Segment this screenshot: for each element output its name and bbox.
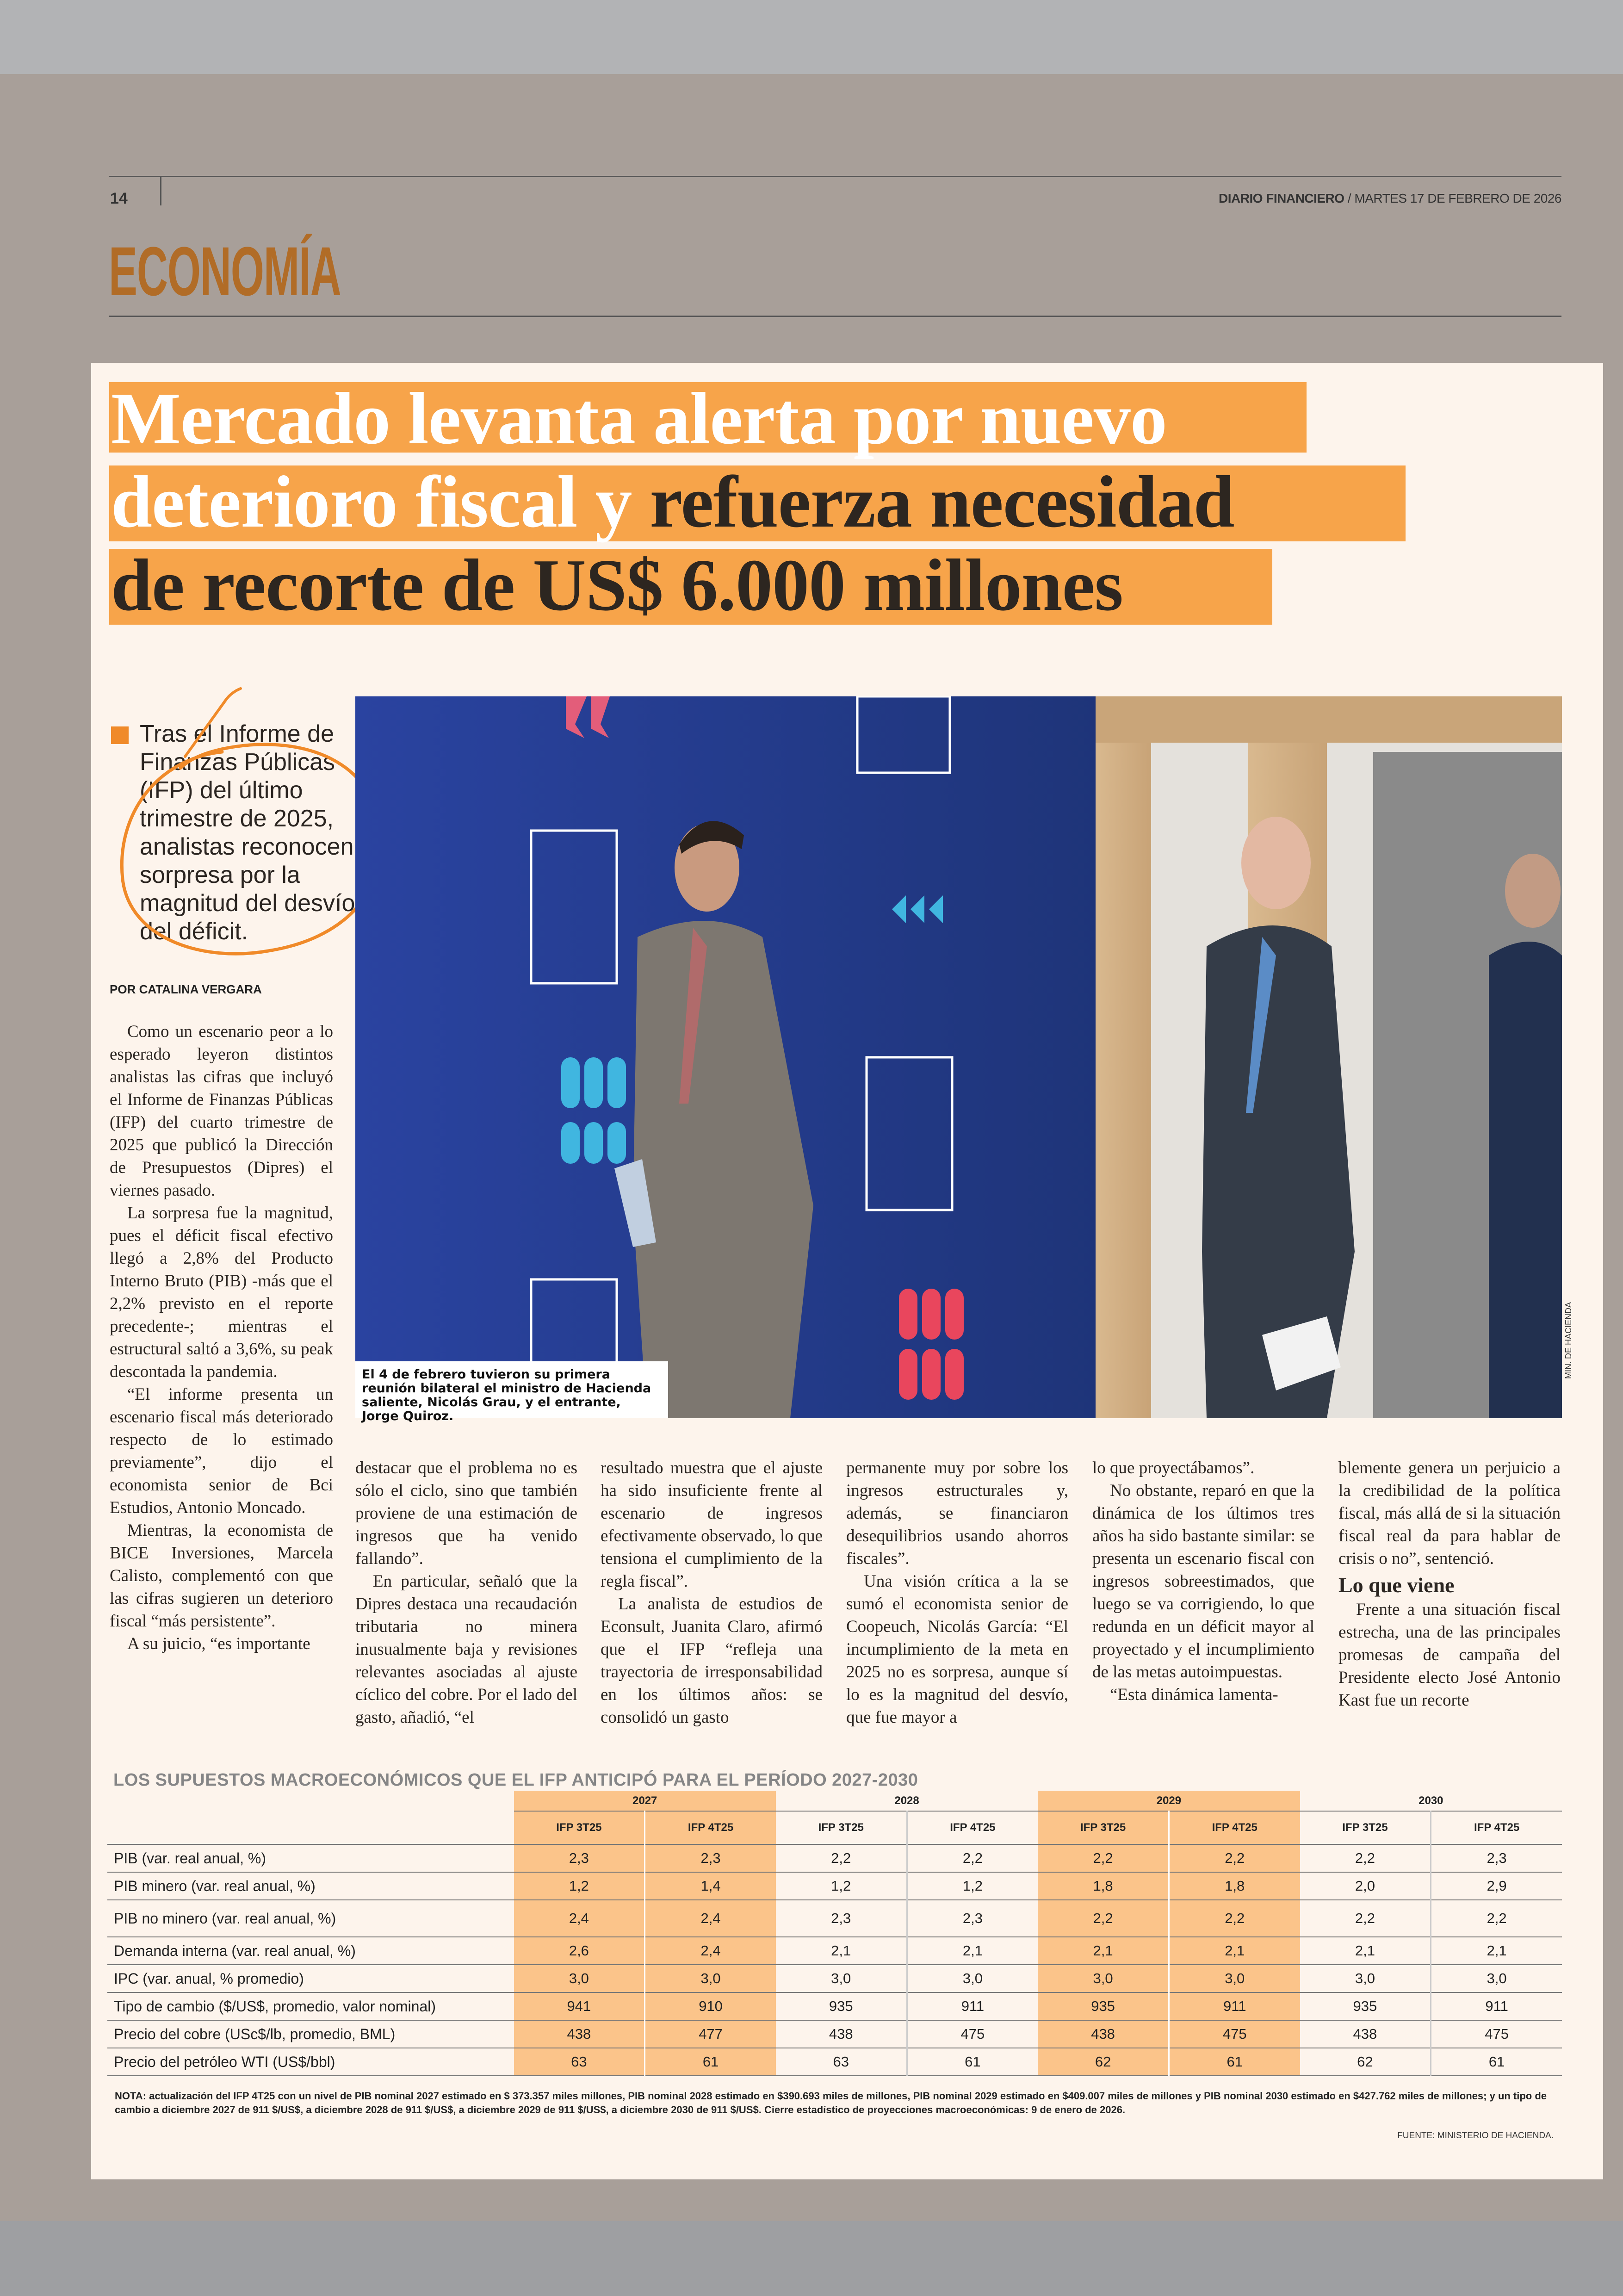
table-cell: 2,1 [1169,1937,1300,1965]
body-column-5 [1092,1457,1314,1706]
paragraph: blemente genera un perjuicio a la credibilidad de la política fiscal, más allá de si la situación fiscal real da para hablar de crisis o no”, sentenció. [1338,1458,1561,1568]
paragraph: resultado muestra que el ajuste ha sido insuficiente frente al escenario de ingresos efectivamente observado, lo que tensiona el cumplimiento de la regla fiscal”. [601,1458,823,1591]
year-header: 2029 [1038,1791,1300,1811]
table-cell: 2,1 [776,1937,907,1965]
paragraph: No obstante, reparó en que la dinámica de los últimos tres años ha sido bastante similar: se presenta un escenario fiscal con ingresos sobreestimados, que luego se va corrigiendo, lo que redunda en un déficit mayor al proyectado y el incumplimiento de las metas autoimpuestas. [1092,1481,1314,1682]
table-subheader-row [107,1811,1562,1844]
table-body [107,1844,1562,2076]
column-header: IFP 4T25 [1431,1811,1562,1844]
row-label: Precio del petróleo WTI (US$/bbl) [107,2048,514,2076]
table-cell: 3,0 [1169,1965,1300,1992]
column-header: IFP 4T25 [907,1811,1038,1844]
paragraph: La analista de estudios de Econsult, Juanita Claro, afirmó que el IFP “refleja una trayectoria de irresponsabilidad en los últimos años: se consolidó un gasto [601,1595,823,1727]
paragraph: destacar que el problema no es sólo el ciclo, sino que también proviene de una estimación de ingresos que ha venido fallando”. [355,1458,577,1568]
table-cell: 477 [645,2020,776,2048]
paragraph: La sorpresa fue la magnitud, pues el déficit fiscal efectivo llegó a 2,8% del Producto Interno Bruto (PIB) -más que el 2,2% previsto en el reporte precedente-; mientras el estructural saltó a 3,6%, su peak descontada la pandemia. [110,1204,333,1381]
table-cell: 935 [1300,1992,1431,2020]
table-cell: 911 [1169,1992,1300,2020]
paragraph: “El informe presenta un escenario fiscal más deteriorado respecto de lo estimado previamente”, dijo el economista senior de Bci Estudios, Antonio Moncado. [110,1385,333,1517]
table-note: NOTA: actualización del IFP 4T25 con un nivel de PIB nominal 2027 estimado en $ 373.357 miles millones, PIB nominal 2028 estimado en $390.693 miles de millones, PIB nominal 2029 estimado en $409.007 miles de millones y PIB nominal 2030 estimado en $427.762 miles de millones; y un tipo de cambio a diciembre 2027 de 911 $/US$, a diciembre 2028 de 911 $/US$, a diciembre 2029 de 911 $/US$, a diciembre 2030 de 911 $/US$. Cierre estadístico de proyecciones macroeconómicas: 9 de enero de 2026. [115,2090,1547,2116]
macro-assumptions-table [107,1791,1562,2076]
column-header: IFP 3T25 [514,1811,645,1844]
headline-line-2a: deterioro fiscal y [111,460,650,543]
table-row [107,1900,1562,1937]
paragraph: Frente a una situación fiscal estrecha, una de las principales promesas de campaña del Presidente electo José Antonio Kast fue un recorte [1338,1600,1561,1710]
table-cell: 1,2 [514,1872,645,1900]
table-cell: 2,2 [1038,1844,1169,1872]
viewer-top-band [0,0,1623,74]
table-cell: 941 [514,1992,645,2020]
table-cell: 2,3 [907,1900,1038,1937]
column-header: IFP 3T25 [1300,1811,1431,1844]
headline-line-1: Mercado levanta alerta por nuevo [111,377,1167,459]
table-cell: 1,4 [645,1872,776,1900]
column-header: IFP 4T25 [1169,1811,1300,1844]
table-cell: 2,2 [1169,1900,1300,1937]
section-title: ECONOMÍA [109,232,341,310]
body-column-1 [110,1020,333,1655]
table-row [107,2048,1562,2076]
table-cell: 2,2 [907,1844,1038,1872]
headline-line-2 [111,459,1234,545]
paragraph: “Esta dinámica lamenta- [1110,1685,1278,1704]
table-cell: 911 [907,1992,1038,2020]
paragraph: Mientras, la economista de BICE Inversiones, Marcela Calisto, complementó con que las cifras sugieren un deterioro fiscal “más persistente”. [110,1521,333,1631]
table-cell: 2,2 [1169,1844,1300,1872]
table-cell: 3,0 [514,1965,645,1992]
table-cell: 2,1 [1038,1937,1169,1965]
table-cell: 3,0 [1300,1965,1431,1992]
viewer-bottom-band [0,2221,1623,2296]
table-row [107,1992,1562,2020]
paragraph: En particular, señaló que la Dipres destaca una recaudación tributaria no minera inusualmente baja y revisiones relevantes asociadas al ajuste cíclico del cobre. Por el lado del gasto, añadió, “el [355,1572,577,1727]
table-title: LOS SUPUESTOS MACROECONÓMICOS QUE EL IFP ANTICIPÓ PARA EL PERÍODO 2027-2030 [113,1770,918,1790]
photo-scene [355,696,1562,1418]
column-header: IFP 3T25 [776,1811,907,1844]
table-cell: 2,9 [1431,1872,1562,1900]
page-number: 14 [110,190,128,207]
table-cell: 2,3 [776,1900,907,1937]
row-label: IPC (var. anual, % promedio) [107,1965,514,1992]
table-cell: 61 [645,2048,776,2076]
row-label: PIB (var. real anual, %) [107,1844,514,1872]
table-row [107,1965,1562,1992]
table-cell: 2,2 [1038,1900,1169,1937]
table-row [107,1844,1562,1872]
table-cell: 2,4 [645,1937,776,1965]
table-cell: 935 [1038,1992,1169,2020]
paragraph: lo que proyectábamos”. [1092,1458,1255,1477]
paragraph: permanente muy por sobre los ingresos estructurales y, además, se financiaron desequilibrios usando ahorros fiscales”. [846,1458,1068,1568]
table-cell: 2,0 [1300,1872,1431,1900]
table-cell: 63 [514,2048,645,2076]
table-cell: 61 [1431,2048,1562,2076]
column-header: IFP 4T25 [645,1811,776,1844]
table-cell: 475 [907,2020,1038,2048]
table-cell: 475 [1431,2020,1562,2048]
photo-caption: El 4 de febrero tuvieron su primera reunión bilateral el ministro de Hacienda saliente, Nicolás Grau, y el entrante, Jorge Quiroz. [355,1361,668,1418]
table-cell: 2,4 [514,1900,645,1937]
column-header: IFP 3T25 [1038,1811,1169,1844]
table-cell: 3,0 [645,1965,776,1992]
table-cell: 2,3 [645,1844,776,1872]
table-cell: 2,1 [907,1937,1038,1965]
table-cell: 2,2 [1300,1844,1431,1872]
year-header: 2027 [514,1791,776,1811]
table-cell: 438 [1038,2020,1169,2048]
hand-drawn-circle-icon [102,662,398,976]
headline-line-3: de recorte de US$ 6.000 millones [111,544,1123,626]
table-cell: 2,6 [514,1937,645,1965]
row-label: PIB minero (var. real anual, %) [107,1872,514,1900]
body-column-4 [846,1457,1068,1729]
table-cell: 63 [776,2048,907,2076]
header-rule [109,176,1561,177]
body-column-3 [601,1457,823,1729]
table-cell: 438 [514,2020,645,2048]
table-row [107,1937,1562,1965]
table-source: FUENTE: MINISTERIO DE HACIENDA. [1397,2131,1554,2141]
row-label: Tipo de cambio ($/US$, promedio, valor nominal) [107,1992,514,2020]
table-cell: 910 [645,1992,776,2020]
paragraph: Como un escenario peor a lo esperado leyeron distintos analistas las cifras que incluyó el Informe de Finanzas Públicas (IFP) del cuarto trimestre de 2025 que publicó la Dirección de Presupuestos (Dipres) el viernes pasado. [110,1022,333,1200]
table-cell: 2,3 [1431,1844,1562,1872]
table-cell: 62 [1300,2048,1431,2076]
table-cell: 2,2 [776,1844,907,1872]
year-header: 2030 [1300,1791,1562,1811]
publication-date: / MARTES 17 DE FEBRERO DE 2026 [1344,191,1561,205]
table-cell: 2,3 [514,1844,645,1872]
table-cell: 3,0 [1038,1965,1169,1992]
lead-text: Tras el Informe de Finanzas Públicas (IFP) del último trimestre de 2025, analistas reconocen sorpresa por la magnitud del desvío del déficit. [140,720,355,945]
row-label: PIB no minero (var. real anual, %) [107,1900,514,1937]
table-cell: 62 [1038,2048,1169,2076]
body-column-2 [355,1457,577,1729]
table-cell: 61 [907,2048,1038,2076]
article-photo [355,696,1562,1418]
table-cell: 935 [776,1992,907,2020]
body-column-6 [1338,1457,1561,1712]
table-cell: 911 [1431,1992,1562,2020]
table-cell: 1,2 [776,1872,907,1900]
subheading: Lo que viene [1338,1573,1455,1597]
publication-name: DIARIO FINANCIERO [1219,191,1344,205]
table-cell: 61 [1169,2048,1300,2076]
table-cell: 438 [776,2020,907,2048]
photo-credit: MIN. DE HACIENDA [1564,1302,1573,1379]
paragraph: Una visión crítica a la se sumó el economista senior de Coopeuch, Nicolás García: “El incumplimiento de la meta en 2025 no es sorpresa, aunque sí lo es la magnitud del desvío, que fue mayor a [846,1572,1068,1727]
table-cell: 3,0 [1431,1965,1562,1992]
table-cell: 2,1 [1300,1937,1431,1965]
byline: POR CATALINA VERGARA [110,982,262,996]
table-cell: 3,0 [907,1965,1038,1992]
table-cell: 2,1 [1431,1937,1562,1965]
table-cell: 2,2 [1431,1900,1562,1937]
paragraph: A su juicio, “es importante [127,1634,310,1653]
table-cell: 1,8 [1038,1872,1169,1900]
table-cell: 475 [1169,2020,1300,2048]
table-cell: 3,0 [776,1965,907,1992]
table-cell: 1,2 [907,1872,1038,1900]
table-row [107,2020,1562,2048]
table-row [107,1872,1562,1900]
table-year-row [107,1791,1562,1811]
table-corner [107,1791,514,1811]
table-cell: 438 [1300,2020,1431,2048]
table-cell: 1,8 [1169,1872,1300,1900]
publication-dateline [1219,191,1561,206]
table-cell: 2,4 [645,1900,776,1937]
year-header: 2028 [776,1791,1038,1811]
row-label: Demanda interna (var. real anual, %) [107,1937,514,1965]
table-cell: 2,2 [1300,1900,1431,1937]
row-label: Precio del cobre (USc$/lb, promedio, BML) [107,2020,514,2048]
section-rule [109,316,1561,317]
headline-line-2b: refuerza necesidad [650,460,1234,543]
table-corner [107,1811,514,1844]
page-number-separator [160,177,161,205]
